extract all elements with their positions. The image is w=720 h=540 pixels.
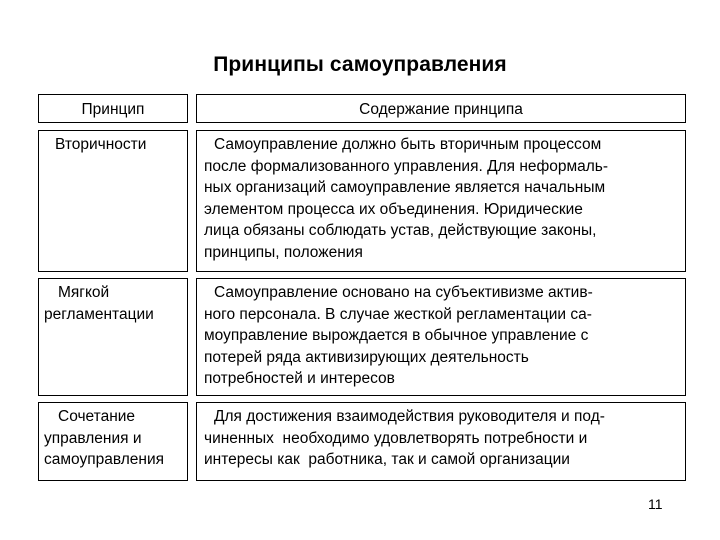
slide-title: Принципы самоуправления: [213, 53, 507, 76]
table-row-2-principle: [38, 278, 188, 396]
principle-line: самоуправления: [44, 451, 165, 468]
content-line: потерей ряда активизирующих деятельность: [204, 348, 529, 366]
content-line: элементом процесса их объединения. Юридические: [204, 200, 583, 218]
content-line: Для достижения взаимодействия руководителя и под-: [214, 408, 605, 425]
content-line: лица обязаны соблюдать устав, действующие законы,: [204, 222, 597, 239]
table-row-1-content: [196, 130, 686, 272]
header-content: Содержание принципа: [196, 94, 686, 123]
content-line: Самоуправление должно быть вторичным процессом: [214, 136, 602, 153]
content-line: чиненных необходимо удовлетворять потребности и: [204, 429, 588, 447]
content-line: потребностей и интересов: [204, 370, 395, 387]
page-number: 11: [648, 496, 663, 512]
principle-line: Мягкой: [58, 284, 110, 301]
content-line: моуправление вырождается в обычное управление с: [204, 327, 589, 344]
header-principle: Принцип: [38, 94, 188, 123]
content-line: Самоуправление основано на субъективизме актив-: [214, 284, 593, 301]
principle-line: регламентации: [44, 305, 154, 323]
content-line: интересы как работника, так и самой организации: [204, 451, 570, 468]
table-row-1-principle: [38, 130, 188, 272]
content-line: после формализованного управления. Для неформаль-: [204, 157, 609, 175]
table-row-3-principle: [38, 402, 188, 481]
principle-line: Сочетание: [58, 408, 136, 425]
principle-line: управления и: [44, 429, 142, 447]
table-row-2-content: [196, 278, 686, 396]
principle-line: Вторичности: [55, 136, 147, 153]
content-line: ных организаций самоуправление является начальным: [204, 179, 606, 196]
table-row-3-content: [196, 402, 686, 481]
content-line: ного персонала. В случае жесткой регламентации са-: [204, 305, 592, 323]
content-line: принципы, положения: [204, 243, 363, 261]
